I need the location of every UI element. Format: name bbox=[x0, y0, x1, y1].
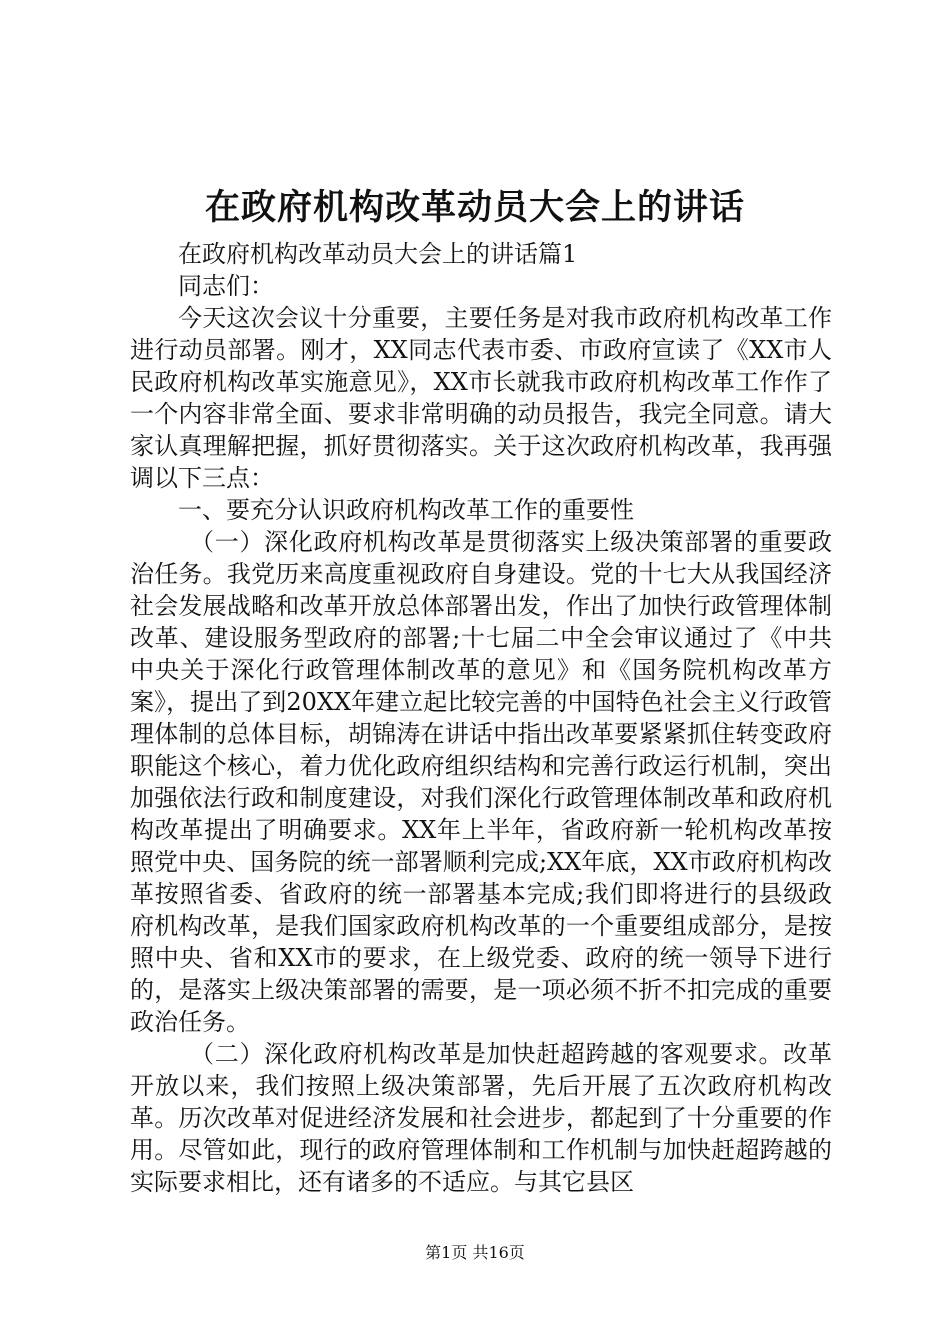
section-heading-1: 一、要充分认识政府机构改革工作的重要性 bbox=[178, 496, 634, 524]
salutation: 同志们： bbox=[178, 272, 274, 300]
page-footer: 第1页 共16页 bbox=[425, 1243, 525, 1262]
document-title: 在政府机构改革动员大会上的讲话 bbox=[204, 187, 745, 228]
section-subtitle: 在政府机构改革动员大会上的讲话篇1 bbox=[178, 240, 578, 268]
paragraph-point-2: （二）深化政府机构改革是加快赶超跨越的客观要求。改革开放以来，我们按照上级决策部署，先后开展了五次政府机构改革。历次改革对促进经济发展和社会进步，都起到了十分重要的作用。尽管如此，现行的政府管理体制和工作机制与加快赶超跨越的实际要求相比，还有诸多的不适应。与其它县区 bbox=[130, 1040, 832, 1196]
paragraph-intro: 今天这次会议十分重要，主要任务是对我市政府机构改革工作进行动员部署。刚才，XX同志代表市委、市政府宣读了《XX市人民政府机构改革实施意见》，XX市长就我市政府机构改革工作作了一个内容非常全面、要求非常明确的动员报告，我完全同意。请大家认真理解把握，抓好贯彻落实。关于这次政府机构改革，我再强调以下三点： bbox=[130, 304, 832, 492]
paragraph-point-1: （一）深化政府机构改革是贯彻落实上级决策部署的重要政治任务。我党历来高度重视政府自身建设。党的十七大从我国经济社会发展战略和改革开放总体部署出发，作出了加快行政管理体制改革、建设服务型政府的部署;十七届二中全会审议通过了《中共中央关于深化行政管理体制改革的意见》和《国务院机构改革方案》，提出了到20XX年建立起比较完善的中国特色社会主义行政管理体制的总体目标，胡锦涛在讲话中指出改革要紧紧抓住转变政府职能这个核心，着力优化政府组织结构和完善行政运行机制，突出加强依法行政和制度建设，对我们深化行政管理体制改革和政府机构改革提出了明确要求。XX年上半年，省政府新一轮机构改革按照党中央、国务院的统一部署顺利完成;XX年底，XX市政府机构改革按照省委、省政府的统一部署基本完成;我们即将进行的县级政府机构改革，是我们国家政府机构改革的一个重要组成部分，是按照中央、省和XX市的要求，在上级党委、政府的统一领导下进行的，是落实上级决策部署的需要，是一项必须不折不扣完成的重要政治任务。 bbox=[130, 528, 832, 1036]
document-body bbox=[130, 238, 832, 1198]
